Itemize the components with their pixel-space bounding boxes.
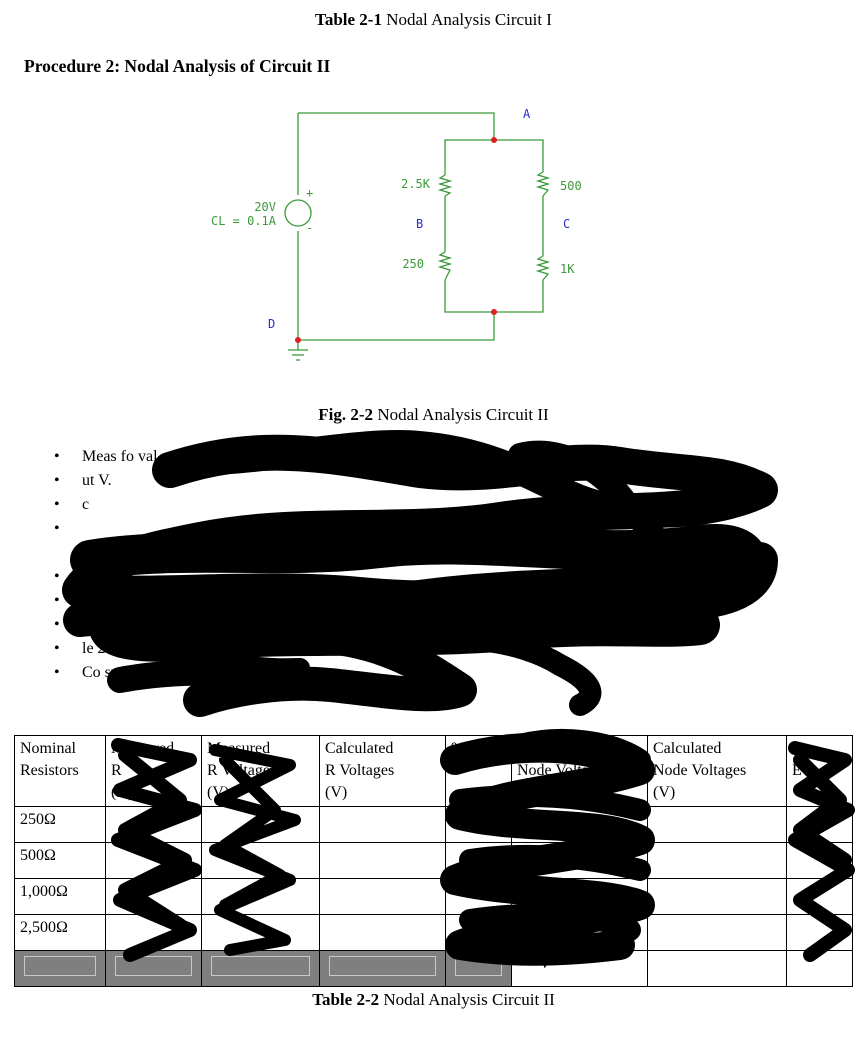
table-row-gray: [15, 951, 853, 987]
cell[interactable]: [202, 915, 320, 951]
table-row: [15, 843, 853, 879]
col-header-percent-1: [446, 736, 512, 807]
fig-caption-bold: Fig. 2-2: [318, 405, 374, 424]
col-header-measured-r: [106, 736, 202, 807]
table-caption-bold: Table 2-2: [312, 990, 380, 1009]
header-text: % E: [792, 740, 806, 779]
cell[interactable]: [446, 915, 512, 951]
table-header-row: [15, 736, 853, 807]
bullet-icon: •: [54, 592, 60, 609]
cell[interactable]: [787, 879, 853, 915]
gray-cell: [446, 951, 512, 987]
procedure-item-text: ut V.: [82, 472, 112, 489]
cell[interactable]: [648, 915, 787, 951]
resistor-500: [538, 172, 548, 196]
cell-nominal: 2,500Ω: [15, 915, 106, 951]
header-text: Nominal Resistors: [20, 740, 79, 779]
procedure-item-text: Meas fo val n able 2-2.: [82, 448, 230, 465]
results-table: [14, 735, 853, 987]
node-dot-d: [295, 337, 301, 343]
header-text: Calculated R Voltages (V): [325, 740, 395, 801]
node-label-b: B: [416, 217, 424, 231]
cell[interactable]: [320, 843, 446, 879]
cell[interactable]: [787, 915, 853, 951]
resistor-250: [440, 252, 450, 280]
header-text: Measured Node Voltages: [517, 740, 611, 779]
top-caption-bold: Table 2-1: [315, 10, 382, 29]
cell[interactable]: [106, 807, 202, 843]
table-caption-rest: Nodal Analysis Circuit II: [379, 990, 555, 1009]
cell[interactable]: [106, 915, 202, 951]
bullet-icon: •: [54, 568, 60, 585]
cell-nominal: 500Ω: [15, 843, 106, 879]
procedure-item-text: able 2-2.: [82, 592, 138, 609]
figure-caption: [0, 405, 867, 425]
fig-caption-rest: Nodal Analysis Circuit II: [373, 405, 549, 424]
cell[interactable]: [202, 879, 320, 915]
r2-label: 250: [402, 257, 424, 271]
cell[interactable]: [202, 807, 320, 843]
source-minus: -: [306, 221, 314, 235]
cell[interactable]: [648, 951, 787, 987]
gray-cell: [106, 951, 202, 987]
cell[interactable]: [320, 879, 446, 915]
gray-cell-box: [211, 956, 310, 976]
cell[interactable]: [446, 879, 512, 915]
bullet-icon: •: [54, 640, 60, 657]
wire-parallel-top: [445, 140, 543, 175]
cell[interactable]: [512, 807, 648, 843]
cell[interactable]: [106, 843, 202, 879]
cell[interactable]: [787, 807, 853, 843]
col-header-calculated-node-voltages: [648, 736, 787, 807]
table-row: [15, 915, 853, 951]
cell[interactable]: [648, 879, 787, 915]
gray-cell-box: [455, 956, 502, 976]
header-text: %: [451, 740, 465, 757]
procedure-item-text: c: [82, 496, 90, 513]
cell[interactable]: [648, 807, 787, 843]
resistor-1k: [538, 256, 548, 280]
node-label-c: C: [563, 217, 571, 231]
wire-bottom: [298, 312, 494, 340]
cell[interactable]: [106, 879, 202, 915]
cell[interactable]: [446, 843, 512, 879]
header-text: Calculated Node Voltages (V): [653, 740, 747, 801]
r3-label: 500: [560, 179, 582, 193]
wire-parallel-bottom: [445, 280, 543, 312]
cell[interactable]: [202, 843, 320, 879]
procedure-item-text: node: [82, 616, 114, 633]
cell[interactable]: [446, 807, 512, 843]
procedure-heading: Procedure 2: Nodal Analysis of Circuit II: [24, 56, 331, 76]
bullet-icon: •: [54, 664, 60, 681]
header-text: Measured R (Ω): [111, 740, 175, 801]
procedure-item-text: Co sured va es to exp theoret ues.: [82, 664, 298, 681]
wire-top: [298, 113, 494, 140]
cell[interactable]: [787, 843, 853, 879]
node-dot-bottom: [491, 309, 497, 315]
table-caption: [0, 990, 867, 1010]
cell[interactable]: [512, 879, 648, 915]
gray-cell-box: [329, 956, 436, 976]
bullet-icon: •: [54, 520, 60, 537]
bullet-icon: •: [54, 472, 60, 489]
bullet-icon: •: [54, 496, 60, 513]
col-header-nominal: [15, 736, 106, 807]
cell[interactable]: [648, 843, 787, 879]
source-value: 20V: [254, 200, 276, 214]
node-label-d: D: [268, 317, 276, 331]
source-current-limit: CL = 0.1A: [210, 214, 276, 228]
col-header-percent-2: [787, 736, 853, 807]
col-header-measured-r-voltages: [202, 736, 320, 807]
procedure-item-text: le 2: [82, 640, 106, 657]
top-caption-rest: Nodal Analysis Circuit I: [381, 10, 552, 29]
cell[interactable]: [787, 951, 853, 987]
top-table-caption: [0, 10, 867, 30]
r1-label: 2.5K: [401, 177, 430, 191]
table-row: [15, 879, 853, 915]
gray-cell: [15, 951, 106, 987]
circuit-diagram: [0, 95, 867, 385]
node-label-v: V: [539, 955, 551, 972]
table-row: [15, 807, 853, 843]
cell[interactable]: [512, 843, 648, 879]
resistor-2-5k: [440, 175, 450, 196]
source-plus: +: [306, 186, 314, 200]
node-label-a: A: [523, 107, 531, 121]
cell[interactable]: [512, 915, 648, 951]
gray-cell: [202, 951, 320, 987]
col-header-measured-node-voltages: [512, 736, 648, 807]
cell[interactable]: [320, 915, 446, 951]
redaction-scribble: [0, 430, 867, 730]
r4-label: 1K: [560, 262, 575, 276]
gray-cell-box: [24, 956, 96, 976]
cell-nominal: 1,000Ω: [15, 879, 106, 915]
gray-cell-box: [115, 956, 192, 976]
node-dot-a: [491, 137, 497, 143]
cell[interactable]: [320, 807, 446, 843]
bullet-icon: •: [54, 616, 60, 633]
cell-nominal: 250Ω: [15, 807, 106, 843]
cell-node-label: [512, 951, 648, 987]
gray-cell: [320, 951, 446, 987]
bullet-icon: •: [54, 448, 60, 465]
col-header-calculated-r-voltages: [320, 736, 446, 807]
header-text: Measured R Voltages (V): [207, 740, 277, 801]
